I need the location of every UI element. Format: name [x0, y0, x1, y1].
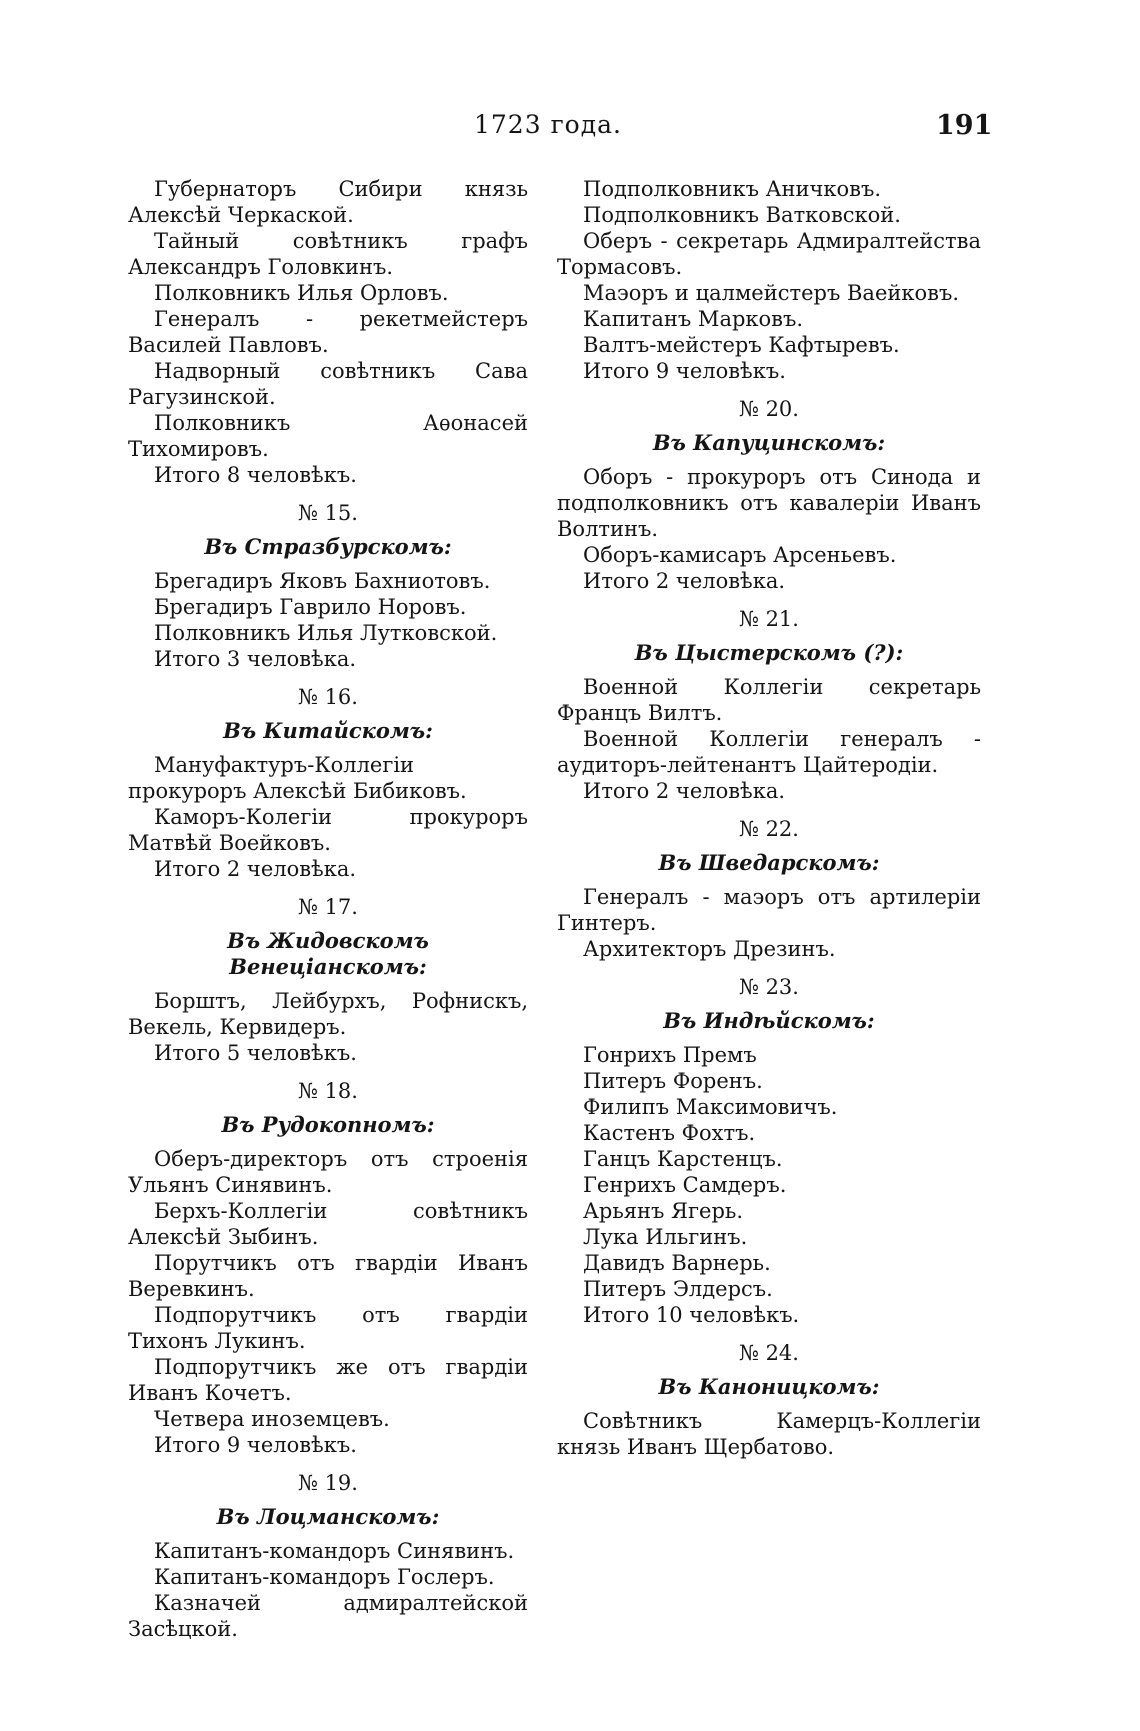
entry-paragraph: Генрихъ Самдеръ. — [583, 1173, 787, 1197]
section-number: № 24. — [739, 1341, 799, 1365]
entry-paragraph: Капитанъ-командоръ Гослеръ. — [154, 1565, 495, 1589]
entry-paragraph: Давидъ Варнерь. — [583, 1251, 771, 1275]
entry-paragraph: Полковникъ Илья Орловъ. — [154, 281, 449, 305]
entry-paragraph: Лука Ильгинъ. — [583, 1225, 748, 1249]
entry-paragraph: Капитанъ Марковъ. — [583, 307, 804, 331]
entry-paragraph: Питеръ Форенъ. — [583, 1069, 763, 1093]
entry-paragraph: Итого 8 человѣкъ. — [154, 463, 357, 487]
entry-paragraph: Итого 10 человѣкъ. — [583, 1303, 800, 1327]
entry-paragraph: Порутчикъ отъ гвардіи Иванъ Веревкинъ. — [128, 1251, 528, 1301]
entry-paragraph: Губернаторъ Сибири князь Алексѣй Черкаской. — [128, 177, 528, 227]
section-heading: Въ Лоцманскомъ: — [216, 1504, 440, 1529]
entry-paragraph: Итого 2 человѣка. — [154, 857, 357, 881]
entry-paragraph: Военной Коллегіи секретарь Францъ Вилтъ. — [557, 675, 981, 725]
section-heading: Въ Китайскомъ: — [223, 718, 433, 743]
entry-paragraph: Подполковникъ Аничковъ. — [583, 177, 882, 201]
section-number: № 19. — [298, 1471, 358, 1495]
section-number: № 17. — [298, 895, 358, 919]
entry-paragraph: Борштъ, Лейбурхъ, Рофнискъ, Векель, Кервидеръ. — [128, 989, 528, 1039]
section-number: № 20. — [739, 397, 799, 421]
entry-paragraph: Военной Коллегіи генералъ - аудиторъ-лейтенантъ Цайтеродіи. — [557, 727, 981, 777]
entry-paragraph: Гонрихъ Премъ — [583, 1043, 757, 1067]
entry-paragraph: Итого 5 человѣкъ. — [154, 1041, 357, 1065]
section-heading: Въ Каноницкомъ: — [658, 1374, 880, 1399]
entry-paragraph: Итого 2 человѣка. — [583, 569, 786, 593]
right-column — [557, 176, 981, 1460]
entry-paragraph: Итого 3 человѣка. — [154, 647, 357, 671]
section-number: № 22. — [739, 817, 799, 841]
entry-paragraph: Оберъ - секретарь Адмиралтейства Тормасовъ. — [557, 229, 981, 279]
entry-paragraph: Генералъ - рекетмейстеръ Василей Павловъ. — [128, 307, 528, 357]
section-heading: Въ Шведарскомъ: — [658, 850, 880, 875]
section-heading: Въ Капуцинскомъ: — [652, 430, 886, 455]
section-number: № 18. — [298, 1079, 358, 1103]
entry-paragraph: Генералъ - маэоръ отъ артилеріи Гинтеръ. — [557, 885, 981, 935]
entry-paragraph: Подполковникъ Ватковской. — [583, 203, 901, 227]
entry-paragraph: Итого 9 человѣкъ. — [583, 359, 786, 383]
entry-paragraph: Надворный совѣтникъ Сава Рагузинской. — [128, 359, 528, 409]
entry-paragraph: Четвера иноземцевъ. — [154, 1407, 390, 1431]
entry-paragraph: Берхъ-Коллегіи совѣтникъ Алексѣй Зыбинъ. — [128, 1199, 528, 1249]
section-number: № 15. — [298, 501, 358, 525]
entry-paragraph: Кастенъ Фохтъ. — [583, 1121, 756, 1145]
entry-paragraph: Тайный совѣтникъ графъ Александръ Головкинъ. — [128, 229, 528, 279]
section-number: № 21. — [739, 607, 799, 631]
entry-paragraph: Каморъ-Колегіи прокуроръ Матвѣй Воейковъ. — [128, 805, 528, 855]
entry-paragraph: Итого 9 человѣкъ. — [154, 1433, 357, 1457]
entry-paragraph: Подпорутчикъ же отъ гвардіи Иванъ Кочетъ. — [128, 1355, 528, 1405]
section-number: № 16. — [298, 685, 358, 709]
entry-paragraph: Капитанъ-командоръ Синявинъ. — [154, 1539, 515, 1563]
entry-paragraph: Подпорутчикъ отъ гвардіи Тихонъ Лукинъ. — [128, 1303, 528, 1353]
section-heading: Въ Жидовскомъ Венеціанскомъ: — [227, 928, 429, 979]
entry-paragraph: Полковникъ Аѳонасей Тихомировъ. — [128, 411, 528, 461]
entry-paragraph: Архитекторъ Дрезинъ. — [583, 937, 836, 961]
section-number: № 23. — [739, 975, 799, 999]
left-column — [128, 176, 528, 1642]
entry-paragraph: Филипъ Максимовичъ. — [583, 1095, 838, 1119]
entry-paragraph: Казначей адмиралтейской Засѣцкой. — [128, 1591, 528, 1641]
section-heading: Въ Стразбурскомъ: — [204, 534, 452, 559]
entry-paragraph: Арьянъ Ягерь. — [583, 1199, 744, 1223]
entry-paragraph: Совѣтникъ Камерцъ-Коллегіи князь Иванъ Щербатово. — [557, 1409, 981, 1459]
running-title: 1723 года. — [474, 110, 622, 139]
entry-paragraph: Оборъ-камисаръ Арсеньевъ. — [583, 543, 897, 567]
entry-paragraph: Итого 2 человѣка. — [583, 779, 786, 803]
entry-paragraph: Полковникъ Илья Лутковской. — [154, 621, 498, 645]
entry-paragraph: Брегадиръ Гаврило Норовъ. — [154, 595, 467, 619]
section-heading: Въ Рудокопномъ: — [221, 1112, 435, 1137]
page-header — [0, 110, 1140, 150]
entry-paragraph: Брегадиръ Яковъ Бахниотовъ. — [154, 569, 491, 593]
entry-paragraph: Питеръ Элдерсъ. — [583, 1277, 773, 1301]
page-number: 191 — [936, 110, 993, 141]
section-heading: Въ Индѣйскомъ: — [663, 1008, 875, 1033]
section-heading: Въ Цыстерскомъ (?): — [634, 640, 904, 665]
entry-paragraph: Мануфактуръ-Коллегіи прокуроръ Алексѣй Бибиковъ. — [128, 753, 467, 803]
entry-paragraph: Ганцъ Карстенцъ. — [583, 1147, 783, 1171]
entry-paragraph: Валтъ-мейстеръ Кафтыревъ. — [583, 333, 900, 357]
entry-paragraph: Маэоръ и цалмейстеръ Ваейковъ. — [583, 281, 959, 305]
entry-paragraph: Оберъ-директоръ отъ строенія Ульянъ Синявинъ. — [128, 1147, 528, 1197]
entry-paragraph: Оборъ - прокуроръ отъ Синода и подполковникъ отъ кавалеріи Иванъ Волтинъ. — [557, 465, 981, 541]
